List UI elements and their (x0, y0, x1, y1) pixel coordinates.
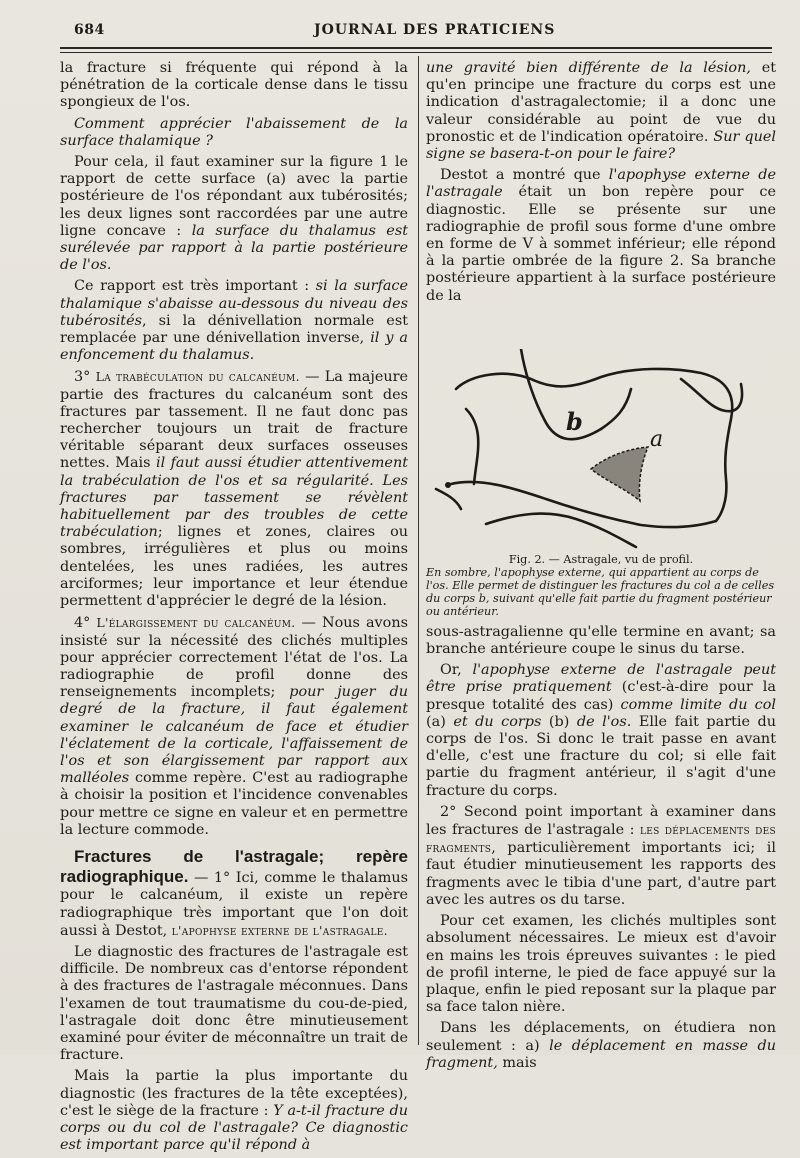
figure-label-a: a (650, 426, 664, 452)
paragraph: une gravité bien différente de la lésion, et qu'en principe une fracture du corps est une indication d'astragalectomie; il a donc une valeur considérable au point de vue du pronostic et de l'indication opératoire. Sur quel signe se basera-t-on pour le faire? (426, 60, 776, 163)
journal-title: JOURNAL DES PRATICIENS (314, 22, 556, 38)
tibia-line (521, 349, 601, 439)
side-contour (436, 489, 461, 509)
header-rule (60, 47, 772, 53)
section-paragraph: Fractures de l'astragale; repère radiographique. — 1° Ici, comme le thalamus pour le calcanéum, il existe un repère radiographique très important que l'on doit aussi à Destot, l'apophyse externe de l'astragale. (60, 846, 408, 939)
paragraph: 2° Second point important à examiner dans les fractures de l'astragale : les déplacements des fragments, particulièrement importants ici; il faut étudier minutieusement les rapports des fragments avec le tibia d'une part, d'autre part avec les autres os du tarse. (426, 803, 776, 908)
section-heading: Fractures de l'astragale; repère radiographique. (60, 846, 408, 887)
bone-contour-inner (466, 409, 478, 484)
paragraph-question: Comment apprécier l'abaissement de la surface thalamique ? (60, 115, 408, 149)
paragraph: Le diagnostic des fractures de l'astragale est difficile. De nombreux cas d'entorse répondent à des fractures de l'astragale méconnues. Dans l'examen de tout traumatisme du cou-de-pied, l'astragale doit donc être minutieusement examiné pour éviter de méconnaître un trait de fracture. (60, 943, 408, 1064)
paragraph: la fracture si fréquente qui répond à la pénétration de la corticale dense dans le tissu spongieux de l'os. (60, 60, 408, 111)
paragraph: Or, l'apophyse externe de l'astragale peut être prise pratiquement (c'est-à-dire pour la presque totalité des cas) comme limite du col (a) et du corps (b) de l'os. Elle fait partie du corps de l'os. Si donc le trait passe en avant d'elle, c'est une fracture du col; si elle fait partie du fragment antérieur, il s'agit d'une fracture du corps. (426, 662, 776, 799)
page-number: 684 (74, 22, 105, 38)
bone-outline-upper (456, 369, 732, 521)
paragraph: Mais la partie la plus importante du diagnostic (les fractures de la tête exceptées), c'est le siège de la fracture : Y a-t-il fracture du corps ou du col de l'astragale? Ce diagnostic est important parce qu'il répond à (60, 1068, 408, 1154)
caption-body: En sombre, l'apophyse externe, qui appartient au corps de l'os. Elle permet de distinguer les fractures du col a de celles du corps b, suivant qu'elle fait partie du fragment postérieur ou antérieur. (426, 565, 775, 618)
figure-caption (426, 553, 776, 618)
figure-label-b: b (566, 406, 583, 436)
paragraph: Dans les déplacements, on étudiera non seulement : a) le déplacement en masse du fragment, mais (426, 1020, 776, 1071)
page-header (74, 22, 770, 44)
figure-2 (426, 349, 776, 549)
paragraph-trabeculation: 3° La trabéculation du calcanéum. — La majeure partie des fractures du calcanéum sont des fractures par tassement. Il ne faut donc pas rechercher toujours un trait de fracture véritable séparant deux surfaces osseuses nettes. Mais il faut aussi étudier attentivement la trabéculation de l'os et sa régularité. Les fractures par tassement se révèlent habituellement par des troubles de cette trabéculation; lignes et zones, claires ou sombres, irrégulières et plus ou moins dentelées, les unes radiées, les autres arciformes; leur importance et leur étendue permettent d'apprécier le degré de la lésion. (60, 369, 409, 610)
paragraph-elargissement: 4° L'élargissement du calcanéum. — Nous avons insisté sur la nécessité des clichés multiples pour apprécier correctement l'état de l'os. La radiographie de profil donne des renseignements incomplets; pour juger du degré de la fracture, il faut également examiner le calcanéum de face et étudier l'éclatement de la corticale, l'affaissement de l'os et son élargissement par rapport aux malléoles comme repère. C'est au radiographe à choisir la position et l'incidence convenables pour mettre ce signe en valeur et en permettre la lecture commode. (60, 615, 408, 838)
dot-mark (445, 482, 451, 488)
paragraph: Pour cet examen, les clichés multiples sont absolument nécessaires. Le mieux est d'avoir en mains les trois épreuves suivantes : le pied de profil interne, le pied de face appuyé sur la plaque, enfin le pied reposant sur la plaque par sa face talon nière. (426, 913, 776, 1016)
column-divider (418, 56, 419, 1045)
astragale-drawing (426, 349, 776, 549)
right-column (426, 60, 776, 1076)
caption-title: Fig. 2. — Astragale, vu de profil. (508, 552, 694, 566)
left-column (60, 60, 408, 1158)
joint-line (601, 389, 631, 429)
paragraph: Destot a montré que l'apophyse externe de l'astragale était un bon repère pour ce diagnostic. Elle se présente sur une radiographie de profil sous forme d'une ombre en forme de V à sommet inférieur; elle répond à la partie ombrée de la figure 2. Sa branche postérieure appartient à la surface postérieure de la (426, 167, 776, 304)
paragraph: sous-astragalienne qu'elle termine en avant; sa branche antérieure coupe le sinus du tarse. (426, 623, 776, 658)
paragraph: Pour cela, il faut examiner sur la figure 1 le rapport de cette surface (a) avec la partie postérieure de l'os répondant aux tubérosités; les deux lignes sont raccordées par une autre ligne concave : la surface du thalamus est surélevée par rapport à la partie postérieure de l'os. (60, 154, 408, 274)
apophyse-externe-shaded (591, 447, 648, 501)
paragraph: Ce rapport est très important : si la surface thalamique s'abaisse au-dessous du niveau des tubérosités, si la dénivellation normale est remplacée par une dénivellation inverse, il y a enfoncement du thalamus. (60, 278, 408, 364)
